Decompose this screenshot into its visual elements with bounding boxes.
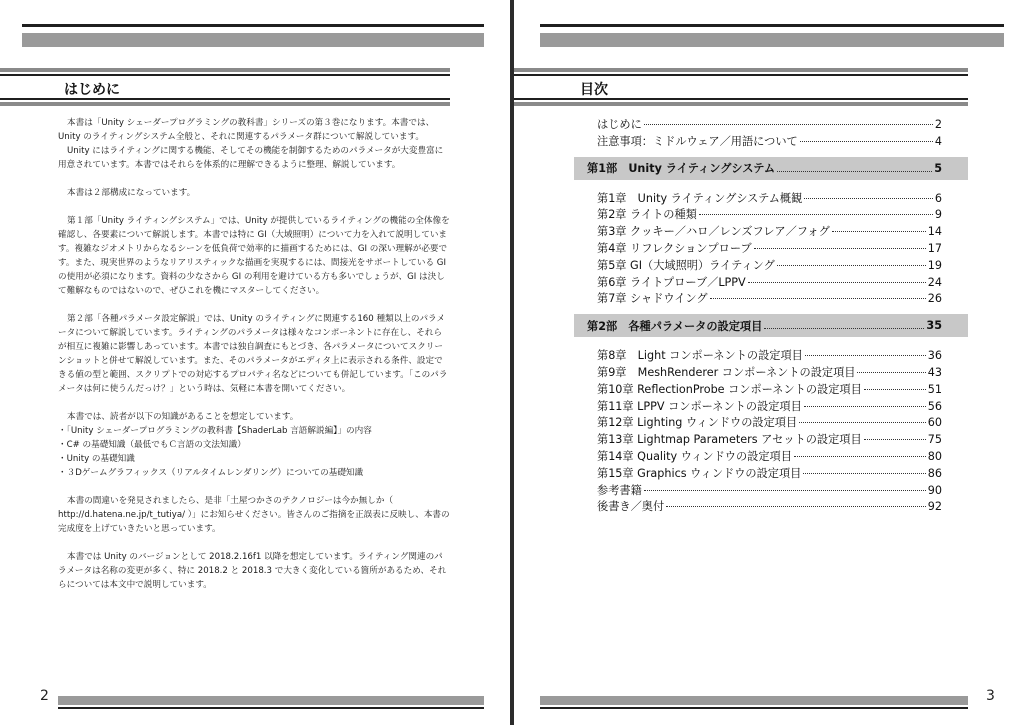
toc-entry-title: 第15章 Graphics ウィンドウの設定項目: [597, 466, 802, 480]
toc-part-title: 第1部 Unity ライティングシステム: [587, 162, 776, 176]
leader-dots: [748, 282, 926, 283]
list-item: ・Unity の基礎知識: [58, 454, 135, 464]
paragraph: 本書の間違いを発見されましたら、是非「土屋つかさのテクノロジーは今か無しか（ http://d.hatena.ne.jp/t_tutiya/ ）」にお知らせください。皆さんのご指摘を正誤表に反映し、本書の完成度を上げていきたいと思っています。: [58, 496, 450, 534]
leader-dots: [777, 171, 932, 172]
toc-entry-page: 75: [927, 433, 942, 447]
toc-part-page: 5: [934, 161, 942, 175]
paragraph: 第１部「Unity ライティングシステム」では、Unity が提供しているライティングの機能の全体像を確認し、各要素について解説します。本書では特に GI（大域照明）について力を入れて説明しています。複雑なジオメトリからなるシーンを低負荷で効率的に描画するためには、GI の深い理解が必要です。また、現実世界のようなリアリスティックな描画を実現するには、間接光をサポートしている GI の使用が必須になります。資料の少なさから GI の利用を避けている方も多いでしょうが、GI は決して難解なものではないので、ぜひこれを機にマスターしてください。: [58, 216, 450, 296]
leader-dots: [644, 490, 926, 491]
page-number: 2: [40, 688, 49, 704]
leader-dots: [805, 355, 926, 356]
toc-entry-page: 90: [927, 483, 942, 497]
toc-entry[interactable]: [574, 448, 968, 465]
toc-entry-title: 第10章 ReflectionProbe コンポーネントの設定項目: [597, 382, 862, 396]
chapter-rule: [0, 98, 450, 100]
paragraph: 本書では Unity のバージョンとして 2018.2.16f1 以降を想定しています。ライティング関連のパラメータは名称の変更が多く、特に 2018.2 と 2018.3 で大きく変化している箇所があるため、それらについては本文中で説明しています。: [58, 552, 447, 590]
list-item: ・C# の基礎知識（最低でもＣ言語の文法知識）: [58, 440, 246, 450]
toc-entry-title: 第11章 LPPV コンポーネントの設定項目: [597, 399, 802, 413]
toc-entry[interactable]: [574, 398, 968, 415]
header-rule-thin: [22, 24, 484, 27]
leader-dots: [699, 214, 933, 215]
leader-dots: [864, 389, 926, 390]
toc-entry[interactable]: [574, 257, 968, 274]
toc-entry-page: 60: [927, 416, 942, 430]
toc-entry-title: 第5章 GI（大域照明）ライティング: [597, 258, 775, 272]
leader-dots: [777, 265, 926, 266]
toc-entry[interactable]: [574, 381, 968, 398]
paragraph: 本書では、読者が以下の知識があることを想定しています。: [67, 412, 299, 422]
leader-dots: [803, 473, 925, 474]
toc-entry[interactable]: [574, 116, 968, 133]
toc-entry[interactable]: [574, 290, 968, 307]
header-rule-thin: [540, 24, 1004, 27]
toc-entry-title: 第14章 Quality ウィンドウの設定項目: [597, 449, 792, 463]
toc-entry[interactable]: [574, 274, 968, 291]
toc-entry[interactable]: [574, 482, 968, 499]
toc-entry[interactable]: [574, 347, 968, 364]
toc-entry[interactable]: [574, 133, 968, 150]
list-item: ・３Dゲームグラフィックス（リアルタイムレンダリング）についての基礎知識: [58, 468, 364, 478]
toc-entry[interactable]: [574, 206, 968, 223]
toc-part-page: 35: [926, 319, 942, 333]
paragraph: 本書は「Unity シェーダープログラミングの教科書」シリーズの第３巻になります。本書では、Unity のライティングシステム全般と、それに関連するパラメータ群について解説しています。: [58, 118, 435, 142]
toc-entry[interactable]: [574, 223, 968, 240]
toc-entry-page: 4: [934, 134, 942, 148]
chapter-rule: [0, 74, 450, 76]
chapter-rule: [514, 98, 968, 100]
toc-entry-title: 第13章 Lightmap Parameters アセットの設定項目: [597, 433, 862, 447]
toc-entry[interactable]: [574, 498, 968, 515]
chapter-rule: [514, 68, 968, 72]
chapter-rule: [514, 74, 968, 76]
leader-dots: [864, 439, 926, 440]
toc-entry[interactable]: [574, 240, 968, 257]
footer-rule-thin: [58, 707, 484, 709]
leader-dots: [666, 506, 926, 507]
toc-entry-page: 19: [927, 258, 942, 272]
header-rule-thick: [22, 33, 484, 47]
toc-entry-page: 24: [927, 275, 942, 289]
footer-rule-thick: [58, 696, 484, 705]
toc-entry-title: 第3章 クッキー／ハロ／レンズフレア／フォグ: [597, 225, 830, 239]
toc-entry[interactable]: [574, 431, 968, 448]
toc-entry[interactable]: [574, 465, 968, 482]
chapter-rule: [514, 102, 968, 106]
toc-entry-title: 第9章 MeshRenderer コンポーネントの設定項目: [597, 365, 856, 379]
toc-entry-page: 36: [927, 349, 942, 363]
toc-entry-title: 第7章 シャドウイング: [597, 292, 708, 306]
toc-entry-page: 6: [934, 191, 942, 205]
toc-part-heading[interactable]: [574, 314, 968, 337]
toc-entry-page: 80: [927, 449, 942, 463]
chapter-title: 目次: [580, 82, 608, 98]
leader-dots: [800, 141, 933, 142]
toc-entry-title: 第12章 Lighting ウィンドウの設定項目: [597, 416, 798, 430]
paragraph: 本書は２部構成になっています。: [67, 188, 196, 198]
leader-dots: [799, 422, 926, 423]
toc-entry-title: 第1章 Unity ライティングシステム概観: [597, 191, 803, 205]
page-number: 3: [986, 688, 995, 704]
toc-entry-page: 26: [927, 292, 942, 306]
toc-entry-title: はじめに: [597, 118, 642, 131]
leader-dots: [794, 456, 926, 457]
chapter-rule: [0, 102, 450, 106]
footer-rule-thin: [540, 707, 968, 709]
toc-entry[interactable]: [574, 364, 968, 381]
toc-entry-title: 参考書籍: [597, 483, 642, 497]
toc-entry-title: 第4章 リフレクションプローブ: [597, 241, 752, 255]
chapter-rule: [0, 68, 450, 72]
table-of-contents: [574, 116, 968, 515]
footer-rule-thick: [540, 696, 968, 705]
left-page: [0, 0, 510, 725]
leader-dots: [857, 372, 925, 373]
leader-dots: [764, 328, 924, 329]
toc-entry-page: 14: [927, 225, 942, 239]
knowledge-list: [58, 424, 450, 480]
leader-dots: [754, 248, 926, 249]
header-rule-thick: [540, 33, 1004, 47]
body-text: [58, 116, 450, 592]
toc-entry-title: 第2章 ライトの種類: [597, 208, 697, 222]
toc-entry-page: 43: [927, 365, 942, 379]
paragraph: Unity にはライティングに関する機能、そしてその機能を制御するためのパラメータが大変豊富に用意されています。本書ではそれらを体系的に理解できるように整理、解説しています。: [58, 146, 444, 170]
toc-entry-title: 第8章 Light コンポーネントの設定項目: [597, 349, 803, 363]
toc-entry-page: 17: [927, 241, 942, 255]
list-item: ・「Unity シェーダープログラミングの教科書【ShaderLab 言語解説編】」の内容: [58, 426, 372, 436]
leader-dots: [710, 298, 926, 299]
toc-entry[interactable]: [574, 414, 968, 431]
toc-entry-page: 92: [927, 500, 942, 514]
paragraph: 第２部「各種パラメータ設定解説」では、Unity のライティングに関連する160 種類以上のパラメータについて解説しています。ライティングのパラメータは様々なコンポーネントに存在し、それらが相互に複雑に影響しあっています。本書では独自調査にもとづき、各パラメータについてスクリーンショットと併せて解説しています。また、そのパラメータがエディタ上に表示される条件、設定できる値の型と範囲、スクリプトでの対応するプロパティ名などについても併記しています。「このパラメータは何に使うんだっけ？」という時は、気軽に本書を開いてください。: [58, 314, 448, 394]
chapter-title: はじめに: [64, 82, 120, 98]
toc-entry-page: 9: [934, 208, 942, 222]
toc-entry-page: 2: [934, 118, 942, 131]
toc-entry[interactable]: [574, 190, 968, 207]
toc-entry-title: 後書き／奥付: [597, 500, 665, 514]
toc-part-title: 第2部 各種パラメータの設定項目: [587, 319, 763, 333]
toc-entry-title: 第6章 ライトプローブ／LPPV: [597, 275, 746, 289]
toc-entry-page: 86: [927, 466, 942, 480]
toc-entry-page: 56: [927, 399, 942, 413]
toc-entry-title: 注意事項：ミドルウェア／用語について: [597, 134, 798, 148]
leader-dots: [832, 231, 926, 232]
toc-entry-page: 51: [927, 382, 942, 396]
leader-dots: [804, 198, 933, 199]
toc-part-heading[interactable]: [574, 157, 968, 180]
leader-dots: [804, 406, 926, 407]
leader-dots: [644, 124, 933, 125]
